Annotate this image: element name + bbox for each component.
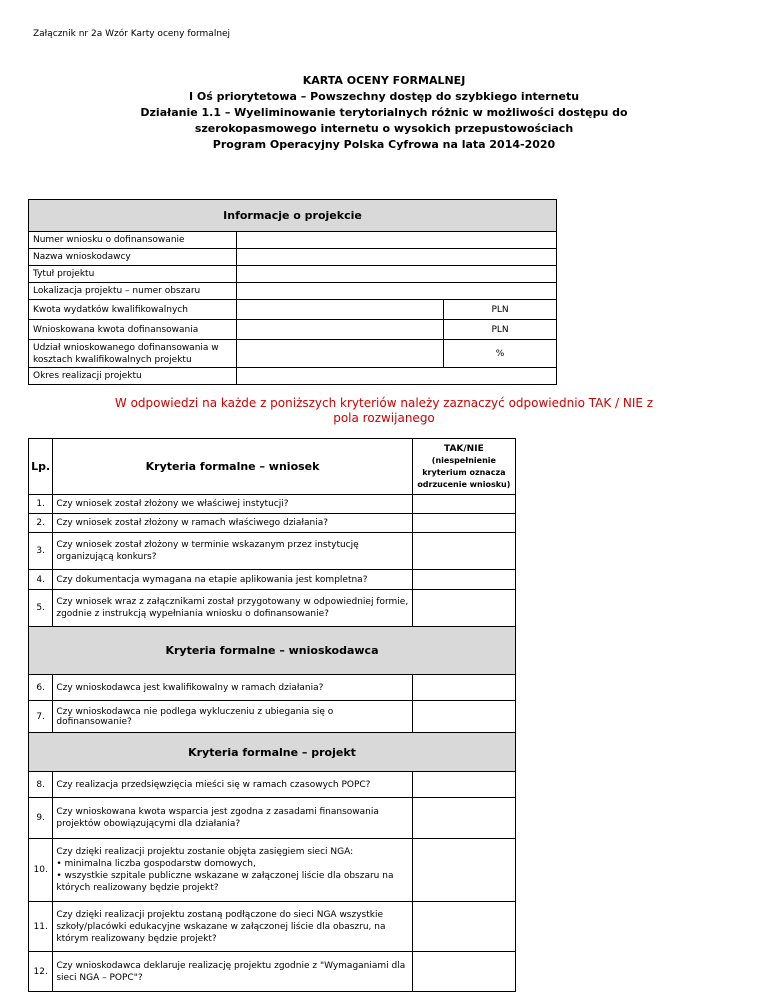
answer-select[interactable] — [412, 590, 515, 627]
funding-share-field[interactable] — [236, 340, 443, 368]
document-annex-note: Załącznik nr 2a Wzór Karty oceny formalnej — [33, 29, 231, 39]
criterion-row — [29, 772, 516, 798]
measure-title-line2: szerokopasmowego internetu o wysokich przepustowościach — [194, 122, 574, 135]
criterion-row — [29, 590, 516, 627]
criterion-text: Czy wniosek został złożony w terminie wskazanym przez instytucję organizującą konkurs? — [53, 533, 412, 570]
requested-amount-field[interactable] — [236, 320, 443, 340]
project-title-label: Tytuł projektu — [29, 266, 237, 283]
criterion-number: 3. — [29, 533, 53, 570]
programme-title: Program Operacyjny Polska Cyfrowa na lata 2014-2020 — [212, 138, 556, 151]
criterion-row — [29, 701, 516, 733]
project-location-field[interactable] — [236, 283, 556, 300]
info-header: Informacje o projekcie — [29, 200, 557, 232]
info-header-row — [29, 200, 557, 232]
instruction-warning — [0, 396, 768, 426]
percent-unit: % — [444, 340, 557, 368]
currency-unit: PLN — [444, 300, 557, 320]
criterion-text: Czy dokumentacja wymagana na etapie aplikowania jest kompletna? — [53, 570, 412, 590]
warning-line2: pola rozwijanego — [333, 411, 435, 425]
answer-header-note: (niespełnienie kryterium oznacza odrzucenie wniosku) — [417, 455, 511, 489]
projekt-criteria-header: Kryteria formalne – projekt — [29, 733, 516, 772]
criterion-number: 1. — [29, 495, 53, 514]
lp-header: Lp. — [29, 439, 53, 495]
info-row — [29, 266, 557, 283]
applicant-name-field[interactable] — [236, 249, 556, 266]
criterion-row — [29, 533, 516, 570]
criterion-number: 9. — [29, 798, 53, 839]
currency-unit: PLN — [444, 320, 557, 340]
criterion-number: 10. — [29, 839, 53, 902]
criterion-row — [29, 798, 516, 839]
application-number-field[interactable] — [236, 232, 556, 249]
project-location-label: Lokalizacja projektu – numer obszaru — [29, 283, 237, 300]
criterion-number: 4. — [29, 570, 53, 590]
info-row — [29, 249, 557, 266]
criteria-table — [28, 438, 516, 992]
criterion-row — [29, 495, 516, 514]
criterion-text: Czy wnioskodawca nie podlega wykluczeniu z ubiegania się o dofinansowanie? — [53, 701, 412, 733]
info-row — [29, 283, 557, 300]
info-row — [29, 320, 557, 340]
answer-select[interactable] — [412, 701, 515, 733]
info-row — [29, 300, 557, 320]
criterion-row — [29, 952, 516, 992]
answer-header-title: TAK/NIE — [444, 443, 484, 454]
criterion-number: 12. — [29, 952, 53, 992]
criterion-number: 11. — [29, 902, 53, 952]
answer-select[interactable] — [412, 533, 515, 570]
criterion-row — [29, 514, 516, 533]
criterion-text: Czy realizacja przedsięwzięcia mieści się w ramach czasowych POPC? — [53, 772, 412, 798]
info-row — [29, 368, 557, 385]
criterion-text: Czy wniosek wraz z załącznikami został przygotowany w odpowiedniej formie, zgodnie z instrukcją wypełniania wniosku o dofinansowanie? — [53, 590, 412, 627]
project-title-field[interactable] — [236, 266, 556, 283]
project-period-field[interactable] — [236, 368, 556, 385]
criterion-text: Czy wnioskodawca deklaruje realizację projektu zgodnie z "Wymaganiami dla sieci NGA – POPC"? — [53, 952, 412, 992]
criterion-text: Czy wniosek został złożony w ramach właściwego działania? — [53, 514, 412, 533]
criterion-text-line: Czy dzięki realizacji projektu zostanie objęta zasięgiem sieci NGA: — [56, 847, 354, 857]
measure-title-line1: Działanie 1.1 – Wyeliminowanie terytorialnych różnic w możliwości dostępu do — [140, 106, 628, 119]
criterion-text: Czy wnioskowana kwota wsparcia jest zgodna z zasadami finansowania projektów obowiązującymi dla działania? — [53, 798, 412, 839]
form-title: KARTA OCENY FORMALNEJ — [302, 74, 466, 87]
answer-select[interactable] — [412, 514, 515, 533]
criterion-row — [29, 570, 516, 590]
application-number-label: Numer wniosku o dofinansowanie — [29, 232, 237, 249]
warning-line1: W odpowiedzi na każde z poniższych kryteriów należy zaznaczyć odpowiednio TAK / NIE z — [114, 396, 654, 410]
funding-share-label: Udział wnioskowanego dofinansowania w kosztach kwalifikowalnych projektu — [29, 340, 237, 368]
answer-select[interactable] — [412, 495, 515, 514]
project-period-label: Okres realizacji projektu — [29, 368, 237, 385]
criterion-text: Czy wniosek został złożony we właściwej instytucji? — [53, 495, 412, 514]
info-row — [29, 340, 557, 368]
answer-select[interactable] — [412, 675, 515, 701]
criterion-number: 8. — [29, 772, 53, 798]
criterion-number: 2. — [29, 514, 53, 533]
section-header-row — [29, 733, 516, 772]
answer-select[interactable] — [412, 902, 515, 952]
criterion-number: 6. — [29, 675, 53, 701]
eligible-expenses-field[interactable] — [236, 300, 443, 320]
project-info-table — [28, 199, 557, 385]
answer-header — [412, 439, 515, 495]
answer-select[interactable] — [412, 798, 515, 839]
applicant-name-label: Nazwa wnioskodawcy — [29, 249, 237, 266]
criteria-header-row — [29, 439, 516, 495]
wniosek-criteria-header: Kryteria formalne – wniosek — [53, 439, 412, 495]
criterion-number: 7. — [29, 701, 53, 733]
document-title-block — [0, 73, 768, 153]
eligible-expenses-label: Kwota wydatków kwalifikowalnych — [29, 300, 237, 320]
criterion-row — [29, 675, 516, 701]
answer-select[interactable] — [412, 839, 515, 902]
priority-axis-title: I Oś priorytetowa – Powszechny dostęp do szybkiego internetu — [188, 90, 580, 103]
info-row — [29, 232, 557, 249]
criterion-bullet: • minimalna liczba gospodarstw domowych, — [56, 859, 256, 869]
section-header-row — [29, 627, 516, 675]
wnioskodawca-criteria-header: Kryteria formalne – wnioskodawca — [29, 627, 516, 675]
answer-select[interactable] — [412, 570, 515, 590]
criterion-text — [53, 839, 412, 902]
criterion-text: Czy dzięki realizacji projektu zostaną podłączone do sieci NGA wszystkie szkoły/placówki edukacyjne wskazane w załączonej liście dla obaszru, na którym realizowany będzie projekt? — [53, 902, 412, 952]
criterion-number: 5. — [29, 590, 53, 627]
criterion-row — [29, 902, 516, 952]
criterion-text: Czy wnioskodawca jest kwalifikowalny w ramach działania? — [53, 675, 412, 701]
criterion-bullet: • wszystkie szpitale publiczne wskazane w załączonej liście dla obszaru na których realizowany będzie projekt? — [56, 871, 394, 893]
answer-select[interactable] — [412, 952, 515, 992]
requested-amount-label: Wnioskowana kwota dofinansowania — [29, 320, 237, 340]
answer-select[interactable] — [412, 772, 515, 798]
criterion-row — [29, 839, 516, 902]
